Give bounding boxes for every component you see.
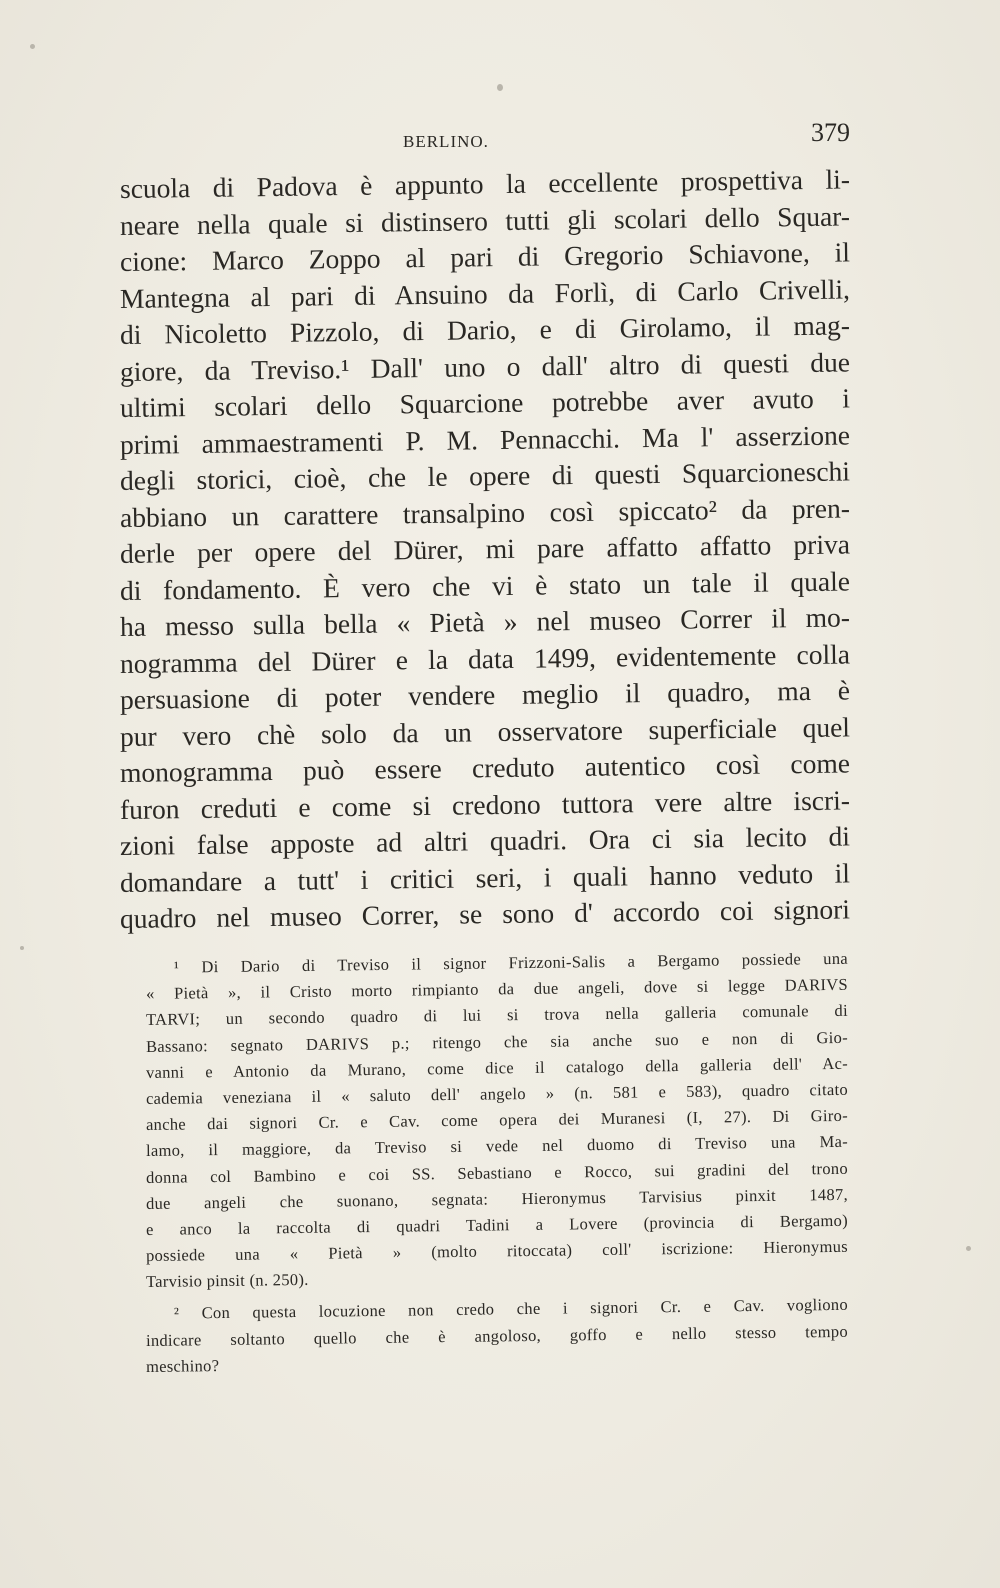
running-head: BERLINO. [403, 132, 489, 151]
paper-speck [30, 44, 35, 49]
footnote-line: due angeli che suonano, segnata: Hieronymus Tarvisius pinxit 1487, [145, 1184, 849, 1213]
text-line: ultimi scolari dello Squarcione potrebbe aver avuto i [119, 382, 851, 423]
main-text [119, 163, 851, 938]
paper-speck [497, 84, 503, 91]
text-line: nogramma del Dürer e la data 1499, evidentemente colla [119, 637, 851, 679]
text-line: monogramma può essere creduto autentico così come [119, 747, 851, 788]
text-line: degli storici, cioè, che le opere di questi Squarcioneschi [119, 455, 851, 496]
text-line: zioni false apposte ad altri quadri. Ora ci sia lecito di [119, 820, 851, 861]
footnote-line: donna col Bambino e coi SS. Sebastiano e Rocco, sui gradini del trono [145, 1158, 849, 1187]
footnote-line: possiede una « Pietà » (molto ritoccata) coll' iscrizione: Hieronymus [145, 1236, 849, 1266]
text-line: abbiano un carattere transalpino così spiccato² da pren- [119, 491, 851, 533]
text-line: Mantegna al pari di Ansuino da Forlì, di Carlo Crivelli, [119, 272, 851, 314]
footnote-line: e anco la raccolta di quadri Tadini a Lovere (provincia di Bergamo) [145, 1210, 849, 1239]
footnote-line: Tarvisio pinsit (n. 250). [145, 1270, 309, 1292]
footnote-line: indicare soltanto quello che è angoloso, goffo e nello stesso tempo [145, 1321, 849, 1350]
text-line: domandare a tutt' i critici seri, i quali hanno veduto il [119, 856, 851, 898]
text-line: di fondamento. È vero che vi è stato un tale il quale [119, 564, 851, 606]
text-line: quadro nel museo Correr, se sono d' accordo coi signori [119, 893, 851, 934]
text-line: cione: Marco Zoppo al pari di Gregorio Schiavone, il [119, 236, 851, 277]
text-line: persuasione di poter vendere meglio il quadro, ma è [119, 674, 851, 715]
text-line: primi ammaestramenti P. M. Pennacchi. Ma l' asserzione [119, 418, 851, 460]
footnote-line: TARVI; un secondo quadro di lui si trova nella galleria comunale di [145, 1001, 849, 1030]
paper-speck [20, 946, 24, 950]
text-line: di Nicoletto Pizzolo, di Dario, e di Girolamo, il mag- [119, 309, 851, 350]
text-line: neare nella quale si distinsero tutti gli scolari dello Squar- [119, 199, 851, 241]
footnote-2 [145, 1295, 849, 1380]
footnote-line: meschino? [145, 1355, 220, 1376]
footnote-line: ¹ Di Dario di Treviso il signor Frizzoni-Salis a Bergamo possiede una [173, 948, 849, 977]
text-line: derle per opere del Dürer, mi pare affatto affatto priva [119, 528, 851, 569]
footnote-line: cademia veneziana il « saluto dell' angelo » (n. 581 e 583), quadro citato [145, 1079, 849, 1108]
footnote-line: lamo, il maggiore, da Treviso si vede nel duomo di Treviso una Ma- [145, 1132, 849, 1161]
footnote-line: « Pietà », il Cristo morto rimpianto da due angeli, dove si legge DARIVS [145, 974, 849, 1004]
footnote-1 [145, 948, 849, 1295]
text-line: pur vero chè solo da un osservatore superficiale quel [119, 710, 851, 752]
footnote-line: ² Con questa locuzione non credo che i signori Cr. e Cav. vogliono [173, 1295, 849, 1324]
footnote-line: anche dai signori Cr. e Cav. come opera dei Muranesi (I, 27). Di Giro- [145, 1105, 849, 1135]
footnotes [145, 948, 849, 1380]
footnote-line: vanni e Antonio da Murano, come dice il catalogo della galleria dell' Ac- [145, 1053, 849, 1082]
text-line: furon creduti e come si credono tuttora vere altre iscri- [119, 783, 851, 825]
page-number: 379 [811, 118, 850, 147]
text-line: giore, da Treviso.¹ Dall' uno o dall' altro di questi due [119, 345, 851, 387]
text-line: scuola di Padova è appunto la eccellente prospettiva li- [119, 163, 851, 204]
text-line: ha messo sulla bella « Pietà » nel museo Correr il mo- [119, 601, 851, 642]
footnote-line: Bassano: segnato DARIVS p.; ritengo che sia anche suo e non di Gio- [145, 1027, 849, 1056]
paper-speck [966, 1246, 971, 1251]
page-header [120, 118, 850, 158]
